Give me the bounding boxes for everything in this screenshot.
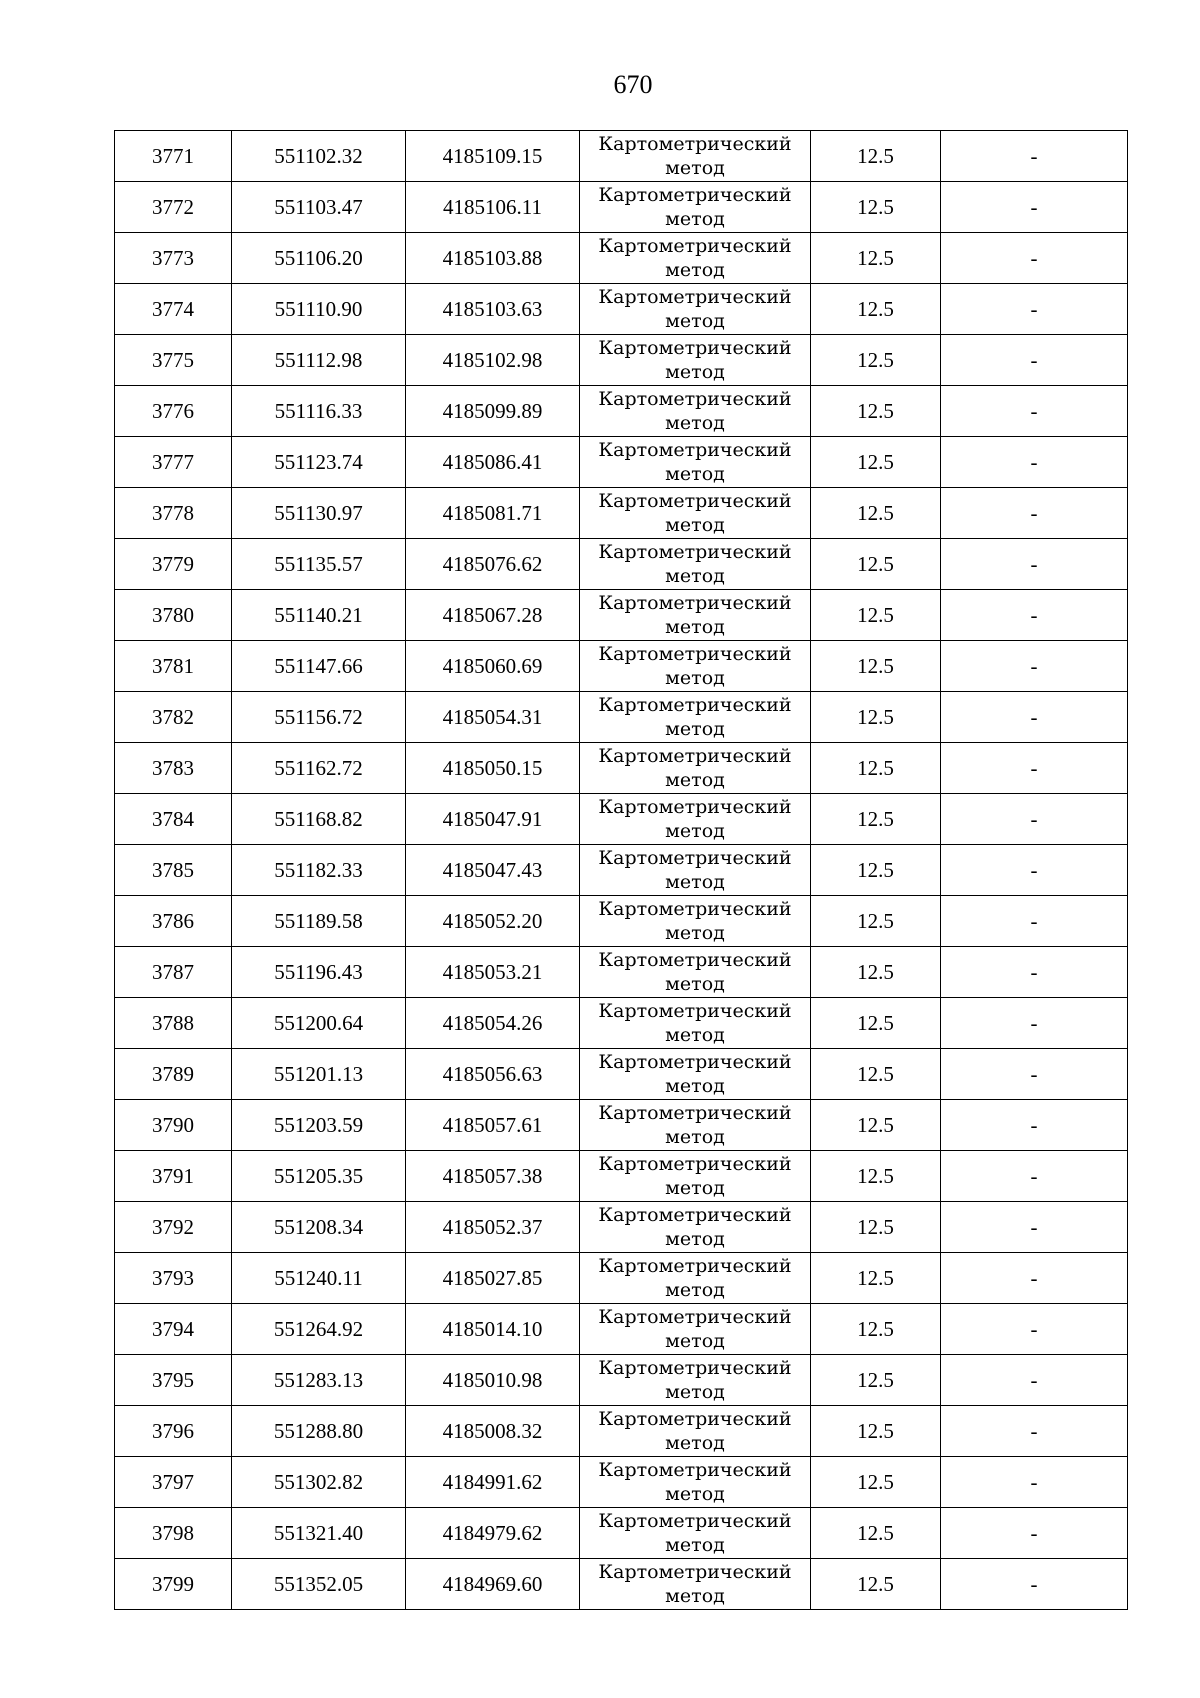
method-cell: Картометрический метод	[580, 998, 811, 1049]
point-number-cell: 3791	[115, 1151, 232, 1202]
y-coordinate-cell: 4185057.61	[406, 1100, 580, 1151]
method-cell: Картометрический метод	[580, 1508, 811, 1559]
x-coordinate-cell: 551205.35	[232, 1151, 406, 1202]
x-coordinate-cell: 551182.33	[232, 845, 406, 896]
point-number-cell: 3782	[115, 692, 232, 743]
x-coordinate-cell: 551288.80	[232, 1406, 406, 1457]
coordinates-table	[114, 130, 1128, 1610]
method-cell: Картометрический метод	[580, 335, 811, 386]
table-row	[115, 233, 1128, 284]
y-coordinate-cell: 4185099.89	[406, 386, 580, 437]
table-row	[115, 437, 1128, 488]
method-cell: Картометрический метод	[580, 233, 811, 284]
accuracy-cell: 12.5	[811, 1202, 941, 1253]
x-coordinate-cell: 551130.97	[232, 488, 406, 539]
note-cell: -	[941, 386, 1128, 437]
point-number-cell: 3794	[115, 1304, 232, 1355]
point-number-cell: 3781	[115, 641, 232, 692]
note-cell: -	[941, 692, 1128, 743]
method-cell: Картометрический метод	[580, 1100, 811, 1151]
point-number-cell: 3785	[115, 845, 232, 896]
point-number-cell: 3772	[115, 182, 232, 233]
method-cell: Картометрический метод	[580, 1406, 811, 1457]
table-row	[115, 335, 1128, 386]
method-cell: Картометрический метод	[580, 641, 811, 692]
y-coordinate-cell: 4185106.11	[406, 182, 580, 233]
y-coordinate-cell: 4184979.62	[406, 1508, 580, 1559]
accuracy-cell: 12.5	[811, 896, 941, 947]
x-coordinate-cell: 551147.66	[232, 641, 406, 692]
method-cell: Картометрический метод	[580, 1304, 811, 1355]
note-cell: -	[941, 1253, 1128, 1304]
point-number-cell: 3797	[115, 1457, 232, 1508]
note-cell: -	[941, 998, 1128, 1049]
note-cell: -	[941, 1202, 1128, 1253]
table-row	[115, 641, 1128, 692]
note-cell: -	[941, 845, 1128, 896]
note-cell: -	[941, 1559, 1128, 1610]
method-cell: Картометрический метод	[580, 131, 811, 182]
table-row	[115, 743, 1128, 794]
y-coordinate-cell: 4185027.85	[406, 1253, 580, 1304]
x-coordinate-cell: 551196.43	[232, 947, 406, 998]
table-row	[115, 692, 1128, 743]
method-cell: Картометрический метод	[580, 896, 811, 947]
accuracy-cell: 12.5	[811, 692, 941, 743]
y-coordinate-cell: 4185109.15	[406, 131, 580, 182]
y-coordinate-cell: 4185081.71	[406, 488, 580, 539]
point-number-cell: 3793	[115, 1253, 232, 1304]
y-coordinate-cell: 4185008.32	[406, 1406, 580, 1457]
note-cell: -	[941, 1049, 1128, 1100]
note-cell: -	[941, 1457, 1128, 1508]
x-coordinate-cell: 551189.58	[232, 896, 406, 947]
method-cell: Картометрический метод	[580, 182, 811, 233]
y-coordinate-cell: 4185086.41	[406, 437, 580, 488]
x-coordinate-cell: 551135.57	[232, 539, 406, 590]
table-row	[115, 539, 1128, 590]
table-row	[115, 947, 1128, 998]
note-cell: -	[941, 1100, 1128, 1151]
method-cell: Картометрический метод	[580, 1202, 811, 1253]
method-cell: Картометрический метод	[580, 386, 811, 437]
y-coordinate-cell: 4185050.15	[406, 743, 580, 794]
point-number-cell: 3775	[115, 335, 232, 386]
point-number-cell: 3779	[115, 539, 232, 590]
accuracy-cell: 12.5	[811, 1355, 941, 1406]
note-cell: -	[941, 1355, 1128, 1406]
note-cell: -	[941, 743, 1128, 794]
method-cell: Картометрический метод	[580, 1559, 811, 1610]
y-coordinate-cell: 4185057.38	[406, 1151, 580, 1202]
y-coordinate-cell: 4185052.20	[406, 896, 580, 947]
x-coordinate-cell: 551168.82	[232, 794, 406, 845]
accuracy-cell: 12.5	[811, 386, 941, 437]
accuracy-cell: 12.5	[811, 641, 941, 692]
accuracy-cell: 12.5	[811, 335, 941, 386]
point-number-cell: 3777	[115, 437, 232, 488]
accuracy-cell: 12.5	[811, 947, 941, 998]
point-number-cell: 3796	[115, 1406, 232, 1457]
x-coordinate-cell: 551240.11	[232, 1253, 406, 1304]
table-row	[115, 1355, 1128, 1406]
table-row	[115, 131, 1128, 182]
x-coordinate-cell: 551103.47	[232, 182, 406, 233]
x-coordinate-cell: 551283.13	[232, 1355, 406, 1406]
table-row	[115, 488, 1128, 539]
x-coordinate-cell: 551110.90	[232, 284, 406, 335]
method-cell: Картометрический метод	[580, 539, 811, 590]
table-row	[115, 1151, 1128, 1202]
note-cell: -	[941, 590, 1128, 641]
table-row	[115, 1406, 1128, 1457]
x-coordinate-cell: 551200.64	[232, 998, 406, 1049]
x-coordinate-cell: 551156.72	[232, 692, 406, 743]
accuracy-cell: 12.5	[811, 590, 941, 641]
x-coordinate-cell: 551302.82	[232, 1457, 406, 1508]
y-coordinate-cell: 4185060.69	[406, 641, 580, 692]
method-cell: Картометрический метод	[580, 1151, 811, 1202]
accuracy-cell: 12.5	[811, 1100, 941, 1151]
accuracy-cell: 12.5	[811, 743, 941, 794]
y-coordinate-cell: 4185052.37	[406, 1202, 580, 1253]
y-coordinate-cell: 4185047.91	[406, 794, 580, 845]
point-number-cell: 3786	[115, 896, 232, 947]
table-row	[115, 1559, 1128, 1610]
y-coordinate-cell: 4185054.31	[406, 692, 580, 743]
y-coordinate-cell: 4185054.26	[406, 998, 580, 1049]
point-number-cell: 3778	[115, 488, 232, 539]
accuracy-cell: 12.5	[811, 284, 941, 335]
page-number: 670	[613, 70, 653, 99]
y-coordinate-cell: 4185053.21	[406, 947, 580, 998]
note-cell: -	[941, 488, 1128, 539]
note-cell: -	[941, 1304, 1128, 1355]
table-row	[115, 1253, 1128, 1304]
table-row	[115, 1049, 1128, 1100]
accuracy-cell: 12.5	[811, 488, 941, 539]
x-coordinate-cell: 551321.40	[232, 1508, 406, 1559]
note-cell: -	[941, 641, 1128, 692]
accuracy-cell: 12.5	[811, 1253, 941, 1304]
point-number-cell: 3776	[115, 386, 232, 437]
accuracy-cell: 12.5	[811, 998, 941, 1049]
x-coordinate-cell: 551208.34	[232, 1202, 406, 1253]
table-row	[115, 896, 1128, 947]
method-cell: Картометрический метод	[580, 284, 811, 335]
table-row	[115, 590, 1128, 641]
point-number-cell: 3789	[115, 1049, 232, 1100]
accuracy-cell: 12.5	[811, 1457, 941, 1508]
table-row	[115, 1100, 1128, 1151]
table-row	[115, 998, 1128, 1049]
note-cell: -	[941, 794, 1128, 845]
y-coordinate-cell: 4185067.28	[406, 590, 580, 641]
table-row	[115, 794, 1128, 845]
y-coordinate-cell: 4185056.63	[406, 1049, 580, 1100]
point-number-cell: 3795	[115, 1355, 232, 1406]
y-coordinate-cell: 4184991.62	[406, 1457, 580, 1508]
point-number-cell: 3773	[115, 233, 232, 284]
y-coordinate-cell: 4185103.88	[406, 233, 580, 284]
accuracy-cell: 12.5	[811, 1508, 941, 1559]
x-coordinate-cell: 551162.72	[232, 743, 406, 794]
method-cell: Картометрический метод	[580, 1049, 811, 1100]
method-cell: Картометрический метод	[580, 1457, 811, 1508]
accuracy-cell: 12.5	[811, 794, 941, 845]
method-cell: Картометрический метод	[580, 590, 811, 641]
point-number-cell: 3790	[115, 1100, 232, 1151]
point-number-cell: 3771	[115, 131, 232, 182]
table-row	[115, 1202, 1128, 1253]
method-cell: Картометрический метод	[580, 743, 811, 794]
y-coordinate-cell: 4185103.63	[406, 284, 580, 335]
point-number-cell: 3798	[115, 1508, 232, 1559]
method-cell: Картометрический метод	[580, 1355, 811, 1406]
point-number-cell: 3780	[115, 590, 232, 641]
x-coordinate-cell: 551116.33	[232, 386, 406, 437]
table-row	[115, 284, 1128, 335]
x-coordinate-cell: 551264.92	[232, 1304, 406, 1355]
accuracy-cell: 12.5	[811, 1559, 941, 1610]
point-number-cell: 3799	[115, 1559, 232, 1610]
y-coordinate-cell: 4185014.10	[406, 1304, 580, 1355]
note-cell: -	[941, 539, 1128, 590]
note-cell: -	[941, 437, 1128, 488]
y-coordinate-cell: 4185102.98	[406, 335, 580, 386]
table-row	[115, 1457, 1128, 1508]
x-coordinate-cell: 551203.59	[232, 1100, 406, 1151]
y-coordinate-cell: 4185010.98	[406, 1355, 580, 1406]
accuracy-cell: 12.5	[811, 437, 941, 488]
x-coordinate-cell: 551140.21	[232, 590, 406, 641]
y-coordinate-cell: 4185047.43	[406, 845, 580, 896]
table-row	[115, 845, 1128, 896]
method-cell: Картометрический метод	[580, 488, 811, 539]
point-number-cell: 3788	[115, 998, 232, 1049]
note-cell: -	[941, 335, 1128, 386]
point-number-cell: 3783	[115, 743, 232, 794]
note-cell: -	[941, 131, 1128, 182]
table-row	[115, 1508, 1128, 1559]
note-cell: -	[941, 284, 1128, 335]
method-cell: Картометрический метод	[580, 845, 811, 896]
note-cell: -	[941, 182, 1128, 233]
note-cell: -	[941, 1151, 1128, 1202]
note-cell: -	[941, 896, 1128, 947]
x-coordinate-cell: 551102.32	[232, 131, 406, 182]
point-number-cell: 3787	[115, 947, 232, 998]
method-cell: Картометрический метод	[580, 794, 811, 845]
y-coordinate-cell: 4184969.60	[406, 1559, 580, 1610]
accuracy-cell: 12.5	[811, 845, 941, 896]
x-coordinate-cell: 551106.20	[232, 233, 406, 284]
point-number-cell: 3774	[115, 284, 232, 335]
accuracy-cell: 12.5	[811, 1151, 941, 1202]
accuracy-cell: 12.5	[811, 539, 941, 590]
accuracy-cell: 12.5	[811, 1304, 941, 1355]
method-cell: Картометрический метод	[580, 437, 811, 488]
point-number-cell: 3784	[115, 794, 232, 845]
table-body	[115, 131, 1128, 1610]
y-coordinate-cell: 4185076.62	[406, 539, 580, 590]
x-coordinate-cell: 551123.74	[232, 437, 406, 488]
method-cell: Картометрический метод	[580, 1253, 811, 1304]
accuracy-cell: 12.5	[811, 182, 941, 233]
x-coordinate-cell: 551201.13	[232, 1049, 406, 1100]
table-row	[115, 386, 1128, 437]
x-coordinate-cell: 551352.05	[232, 1559, 406, 1610]
table-row	[115, 182, 1128, 233]
note-cell: -	[941, 1508, 1128, 1559]
accuracy-cell: 12.5	[811, 131, 941, 182]
point-number-cell: 3792	[115, 1202, 232, 1253]
table-row	[115, 1304, 1128, 1355]
note-cell: -	[941, 947, 1128, 998]
method-cell: Картометрический метод	[580, 947, 811, 998]
method-cell: Картометрический метод	[580, 692, 811, 743]
accuracy-cell: 12.5	[811, 1049, 941, 1100]
accuracy-cell: 12.5	[811, 233, 941, 284]
x-coordinate-cell: 551112.98	[232, 335, 406, 386]
accuracy-cell: 12.5	[811, 1406, 941, 1457]
note-cell: -	[941, 1406, 1128, 1457]
note-cell: -	[941, 233, 1128, 284]
